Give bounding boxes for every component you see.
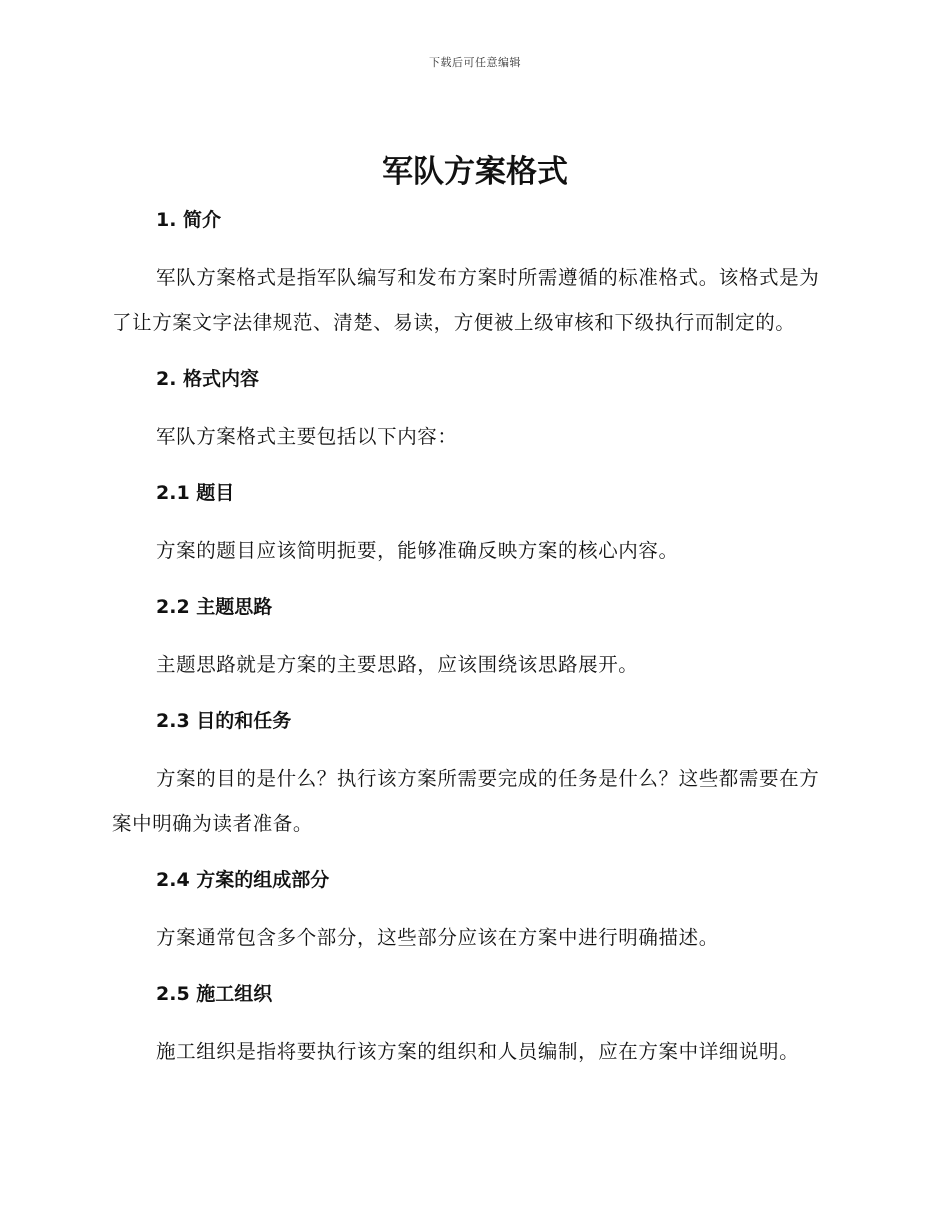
section-components [112, 860, 834, 974]
section-heading: 1. 简介 [156, 209, 222, 231]
section-paragraph: 施工组织是指将要执行该方案的组织和人员编制，应在方案中详细说明。 [156, 1040, 800, 1063]
section-paragraph: 主题思路就是方案的主要思路，应该围绕该思路展开。 [156, 653, 639, 676]
document-title: 军队方案格式 [382, 154, 568, 190]
section-heading: 2.2 主题思路 [156, 596, 273, 618]
section-heading: 2.5 施工组织 [156, 983, 273, 1005]
section-format-content [112, 359, 834, 473]
section-intro [112, 200, 834, 359]
section-paragraph: 军队方案格式主要包括以下内容： [156, 425, 458, 448]
section-title-rule [112, 473, 834, 587]
section-heading: 2. 格式内容 [156, 368, 260, 390]
section-heading: 2.3 目的和任务 [156, 710, 292, 732]
section-organization [112, 974, 834, 1074]
section-theme [112, 587, 834, 701]
section-heading: 2.4 方案的组成部分 [156, 869, 330, 891]
section-heading: 2.1 题目 [156, 482, 235, 504]
section-paragraph: 军队方案格式是指军队编写和发布方案时所需遵循的标准格式。该格式是为了让方案文字法律规范、清楚、易读，方便被上级审核和下级执行而制定的。 [112, 266, 820, 334]
section-paragraph: 方案通常包含多个部分，这些部分应该在方案中进行明确描述。 [156, 926, 719, 949]
section-paragraph: 方案的题目应该简明扼要，能够准确反映方案的核心内容。 [156, 539, 679, 562]
document-body [112, 200, 834, 1074]
section-purpose [112, 701, 834, 860]
header-note: 下载后可任意编辑 [429, 56, 521, 69]
section-paragraph: 方案的目的是什么？执行该方案所需要完成的任务是什么？这些都需要在方案中明确为读者准备。 [112, 767, 820, 835]
